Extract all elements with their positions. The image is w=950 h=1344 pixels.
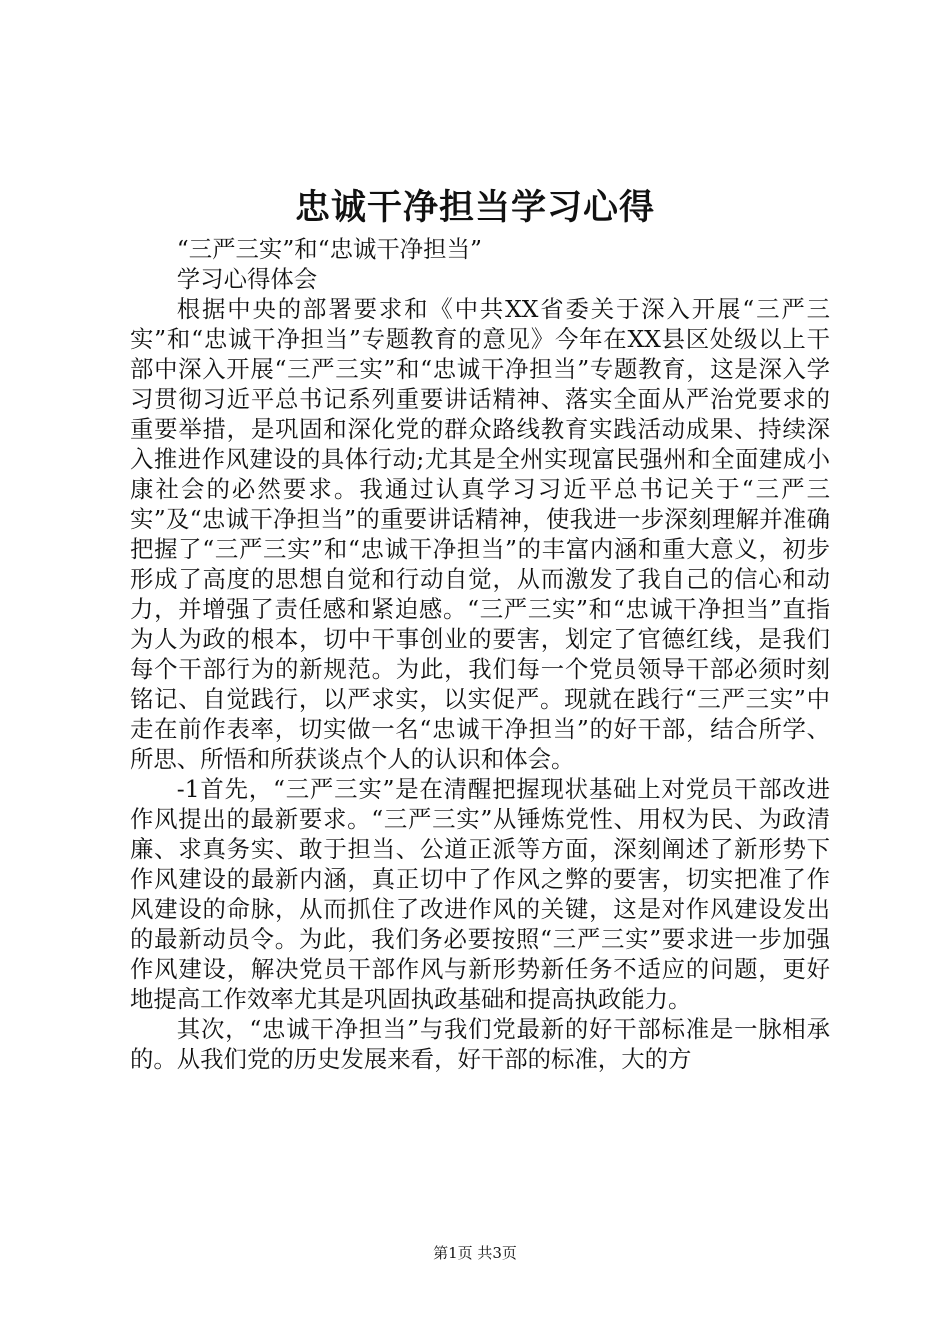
paragraph-intro: 根据中央的部署要求和《中共XX省委关于深入开展“三严三实”和“忠诚干净担当”专题教育的意见》今年在XX县区处级以上干部中深入开展“三严三实”和“忠诚干净担当”专题教育，这是深入学习贯彻习近平总书记系列重要讲话精神、落实全面从严治党要求的重要举措，是巩固和深化党的群众路线教育实践活动成果、持续深入推进作风建设的具体行动;尤其是全州实现富民强州和全面建成小康社会的必然要求。我通过认真学习习近平总书记关于“三严三实”及“忠诚干净担当”的重要讲话精神，使我进一步深刻理解并准确把握了“三严三实”和“忠诚干净担当”的丰富内涵和重大意义，初步形成了高度的思想自觉和行动自觉，从而激发了我自己的信心和动力，并增强了责任感和紧迫感。“三严三实”和“忠诚干净担当”直指为人为政的根本，切中干事创业的要害，划定了官德红线，是我们每个干部行为的新规范。为此，我们每一个党员领导干部必须时刻铭记、自觉践行，以严求实，以实促严。现就在践行“三严三实”中走在前作表率，切实做一名“忠诚干净担当”的好干部，结合所学、所思、所悟和所获谈点个人的认识和体会。 (130, 295, 830, 773)
document-title: 忠诚干净担当学习心得 (294, 187, 655, 228)
paragraph-first: -1首先，“三严三实”是在清醒把握现状基础上对党员干部改进作风提出的最新要求。“三严三实”从锤炼党性、用权为民、为政清廉、求真务实、敢于担当、公道正派等方面，深刻阐述了新形势下作风建设的最新内涵，真正切中了作风之弊的要害，切实把准了作风建设的命脉，从而抓住了改进作风的关键，这是对作风建设发出的最新动员令。为此，我们务必要按照“三严三实”要求进一步加强作风建设，解决党员干部作风与新形势新任务不适应的问题，更好地提高工作效率尤其是巩固执政基础和提高执政能力。 (130, 775, 830, 1013)
paragraph-second: 其次，“忠诚干净担当”与我们党最新的好干部标准是一脉相承的。从我们党的历史发展来看，好干部的标准，大的方 (130, 1015, 830, 1073)
subtitle-line-1: “三严三实”和“忠诚干净担当” (176, 235, 482, 263)
page-footer: 第1页 共3页 (433, 1244, 517, 1262)
document-body (130, 234, 830, 1074)
subtitle-line-2: 学习心得体会 (176, 265, 318, 293)
